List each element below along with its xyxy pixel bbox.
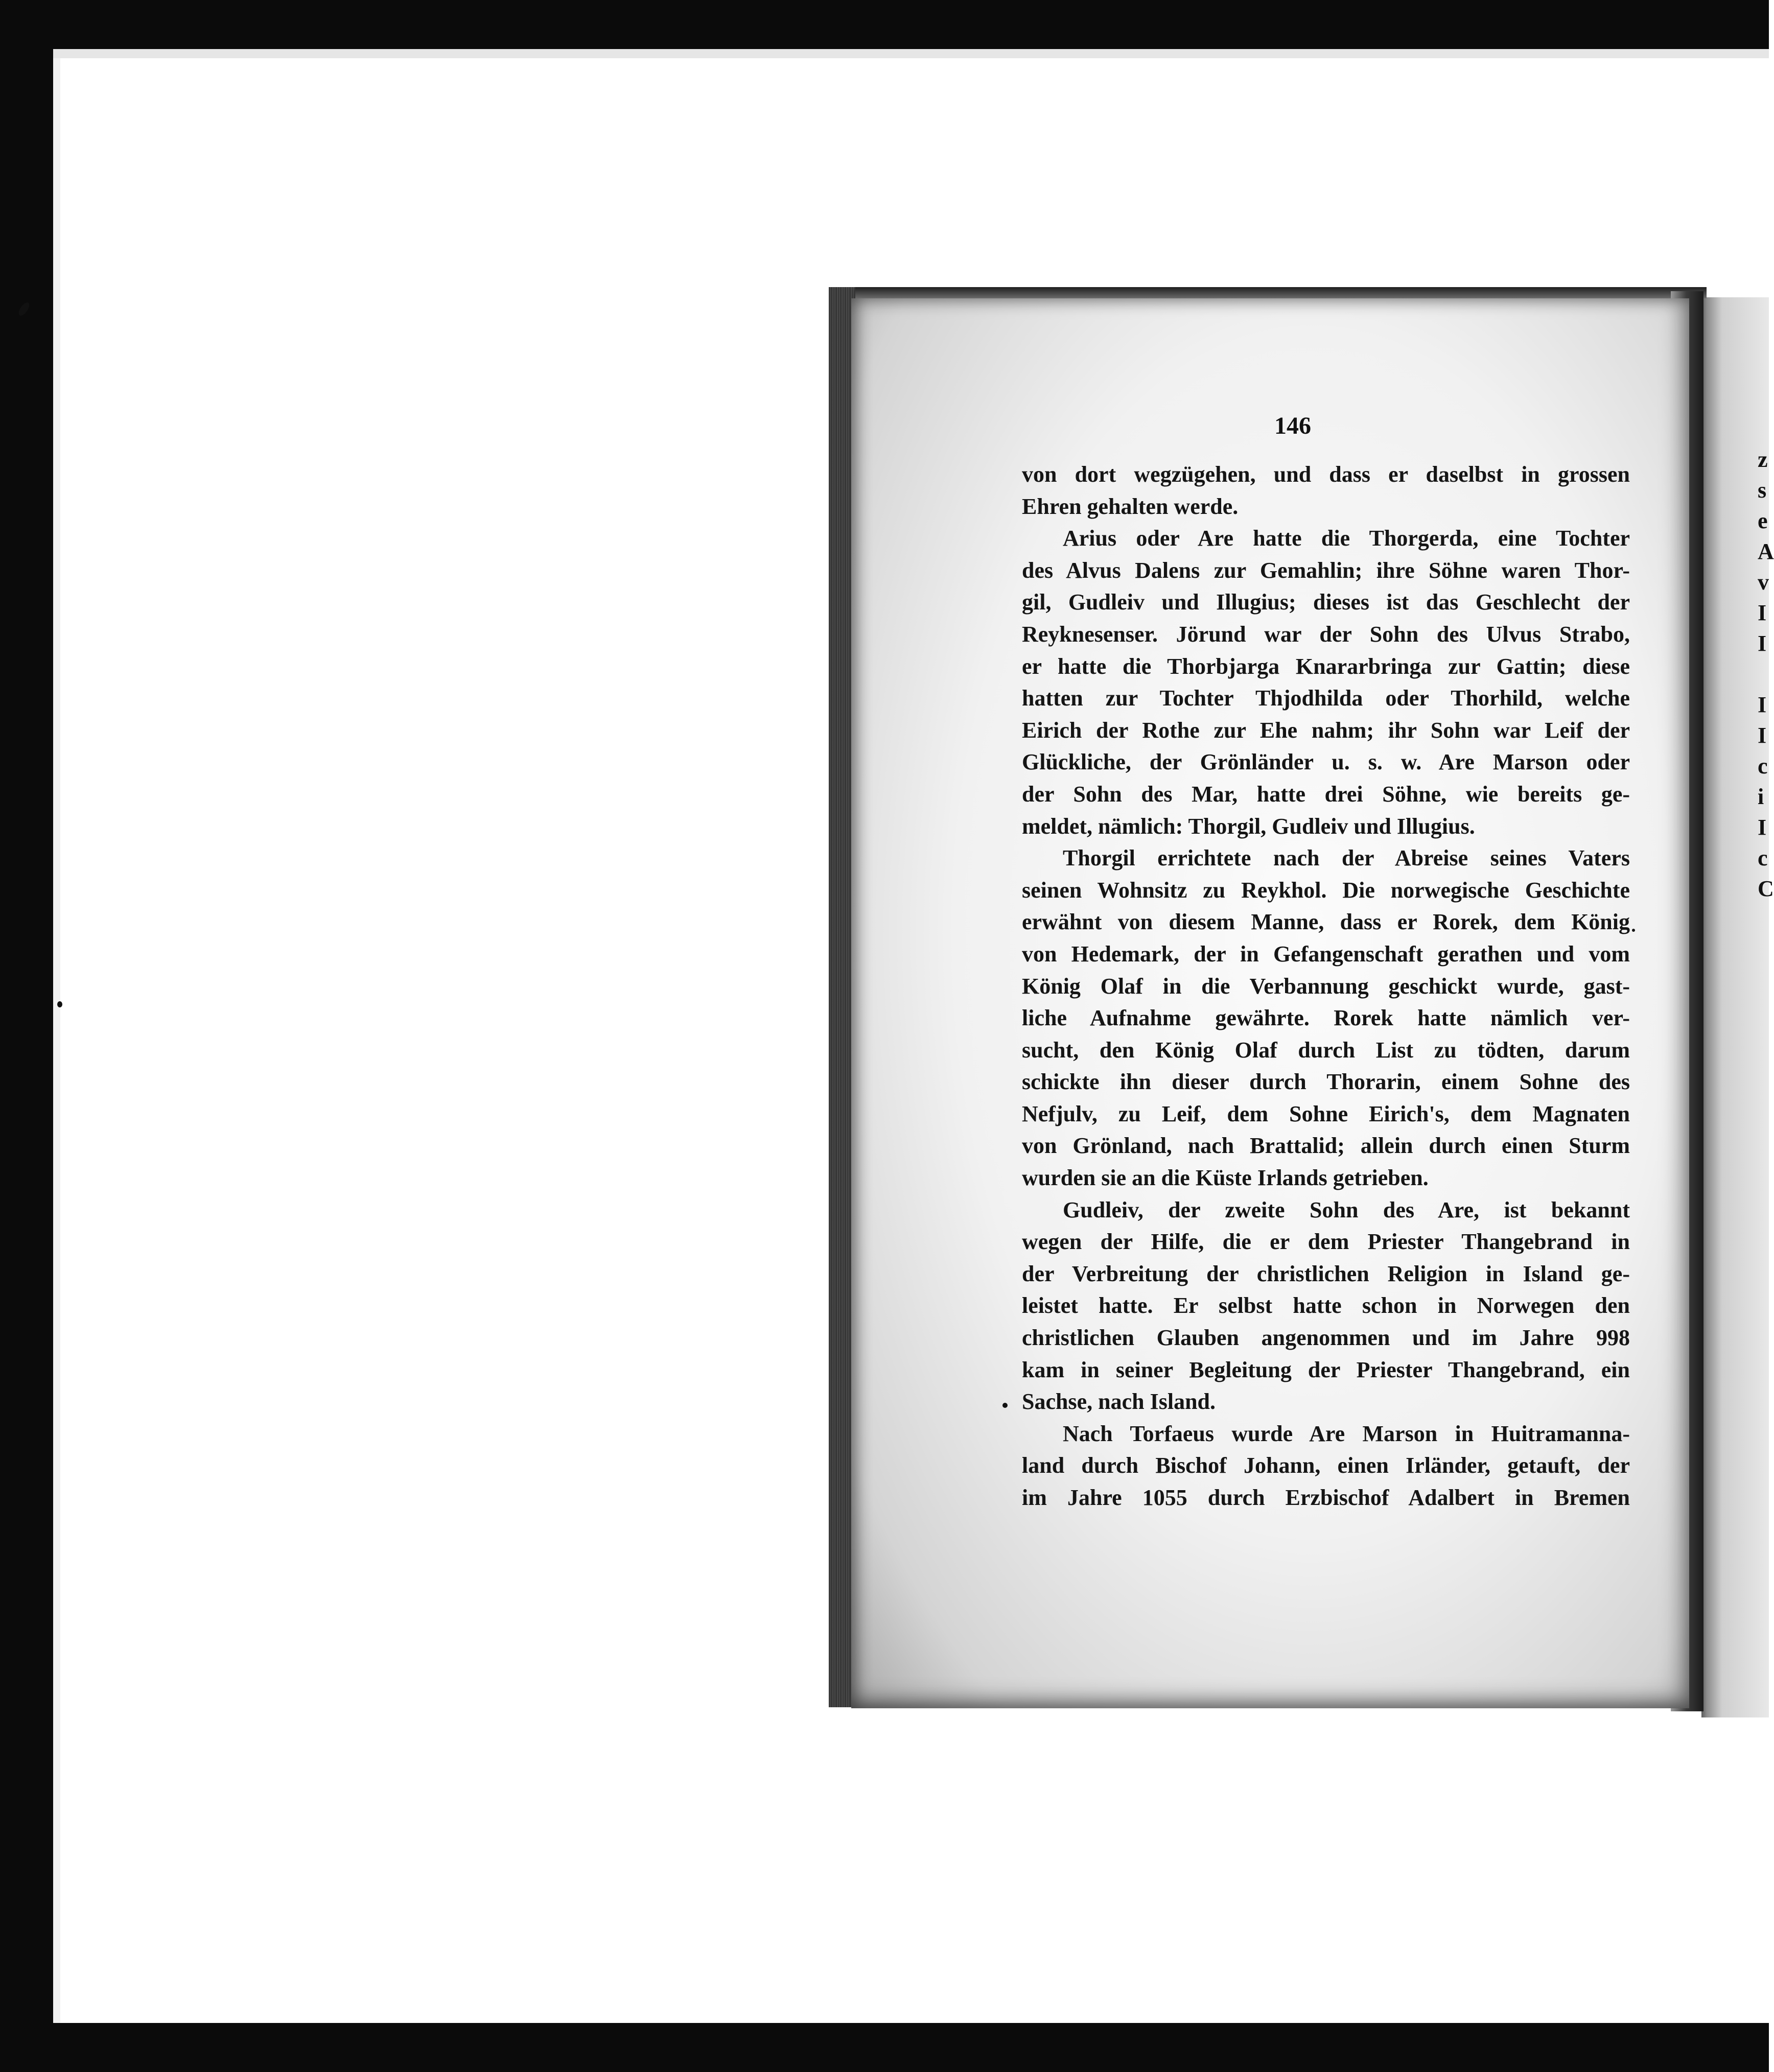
text-line: wurden sie an die Küste Irlands getrieben.	[1022, 1165, 1429, 1191]
neighbor-letter: I	[1758, 600, 1767, 625]
neighbor-page-text	[1758, 444, 1774, 1057]
book-top-edge	[838, 287, 1707, 298]
text-line: liche Aufnahme gewährte. Rorek hatte nämlich ver-	[1022, 1005, 1630, 1031]
neighbor-letter: v	[1758, 570, 1769, 595]
scan-speck	[1002, 1403, 1008, 1408]
text-line: von dort wegzügehen, und dass er daselbst in grossen	[1022, 462, 1630, 487]
text-line: er hatte die Thorbjarga Knararbringa zur Gattin; diese	[1022, 653, 1630, 679]
text-line: Eirich der Rothe zur Ehe nahm; ihr Sohn war Leif der	[1022, 717, 1630, 743]
neighbor-letter: C	[1758, 876, 1774, 901]
neighbor-letter: s	[1758, 478, 1767, 503]
text-line: Reyknesenser. Jörund war der Sohn des Ulvus Strabo,	[1022, 621, 1630, 647]
text-line: Nach Torfaeus wurde Are Marson in Huitramanna-	[1063, 1421, 1630, 1446]
neighbor-letter: I	[1758, 815, 1767, 840]
scan-speck	[57, 1001, 62, 1007]
neighbor-letter: I	[1758, 723, 1767, 748]
film-border-top	[0, 0, 1769, 49]
neighbor-letter: I	[1758, 631, 1767, 656]
text-line: wegen der Hilfe, die er dem Priester Thangebrand in	[1022, 1229, 1630, 1255]
text-line: der Verbreitung der christlichen Religion in Island ge-	[1022, 1261, 1630, 1286]
neighbor-letter	[1758, 659, 1769, 690]
text-line: von Grönland, nach Brattalid; allein durch einen Sturm	[1022, 1133, 1630, 1159]
scan-speck	[1632, 929, 1635, 932]
text-line: schickte ihn dieser durch Thorarin, einem Sohne des	[1022, 1069, 1630, 1095]
neighbor-letter: i	[1758, 784, 1764, 809]
film-border-left	[0, 49, 53, 2023]
text-line: im Jahre 1055 durch Erzbischof Adalbert in Bremen	[1022, 1485, 1630, 1510]
neighbor-letter: c	[1758, 754, 1768, 779]
text-line: kam in seiner Begleitung der Priester Thangebrand, ein	[1022, 1357, 1630, 1382]
text-line: Thorgil errichtete nach der Abreise seines Vaters	[1063, 845, 1630, 871]
film-border-top-inner	[0, 49, 1769, 58]
text-line: Nefjulv, zu Leif, dem Sohne Eirich's, dem Magnaten	[1022, 1101, 1630, 1126]
text-line: erwähnt von diesem Manne, dass er Rorek, dem König	[1022, 909, 1630, 935]
text-line: Arius oder Are hatte die Thorgerda, eine Tochter	[1063, 526, 1630, 551]
text-line: christlichen Glauben angenommen und im Jahre 998	[1022, 1325, 1630, 1351]
neighbor-letter: A	[1758, 539, 1774, 564]
text-line: land durch Bischof Johann, einen Irländer, getauft, der	[1022, 1453, 1630, 1478]
text-line: von Hedemark, der in Gefangenschaft gerathen und vom	[1022, 941, 1630, 967]
text-line: Gudleiv, der zweite Sohn des Are, ist bekannt	[1063, 1197, 1630, 1222]
text-line: Ehren gehalten werde.	[1022, 493, 1239, 519]
text-line: König Olaf in die Verbannung geschickt wurde, gast-	[1022, 973, 1630, 999]
neighbor-letter: I	[1758, 692, 1767, 717]
neighbor-letter: z	[1758, 447, 1768, 472]
text-line: gil, Gudleiv und Illugius; dieses ist das Geschlecht der	[1022, 590, 1630, 615]
text-line: Sachse, nach Island.	[1022, 1389, 1216, 1415]
film-border-left-inner	[53, 58, 60, 2023]
page-body-text	[1022, 459, 1630, 1514]
page-number: 146	[1274, 412, 1311, 439]
text-line: Glückliche, der Grönländer u. s. w. Are Marson oder	[1022, 749, 1630, 775]
text-line: leistet hatte. Er selbst hatte schon in Norwegen den	[1022, 1293, 1630, 1318]
neighbor-letter: e	[1758, 508, 1768, 533]
text-line: meldet, nämlich: Thorgil, Gudleiv und Illugius.	[1022, 813, 1475, 839]
neighbor-letter: c	[1758, 845, 1768, 870]
text-line: des Alvus Dalens zur Gemahlin; ihre Söhne waren Thor-	[1022, 557, 1630, 583]
film-border-bottom	[0, 2023, 1769, 2072]
text-line: seinen Wohnsitz zu Reykhol. Die norwegische Geschichte	[1022, 877, 1630, 903]
text-line: sucht, den König Olaf durch List zu tödten, darum	[1022, 1037, 1630, 1063]
text-line: der Sohn des Mar, hatte drei Söhne, wie bereits ge-	[1022, 781, 1630, 807]
text-line: hatten zur Tochter Thjodhilda oder Thorhild, welche	[1022, 686, 1630, 711]
